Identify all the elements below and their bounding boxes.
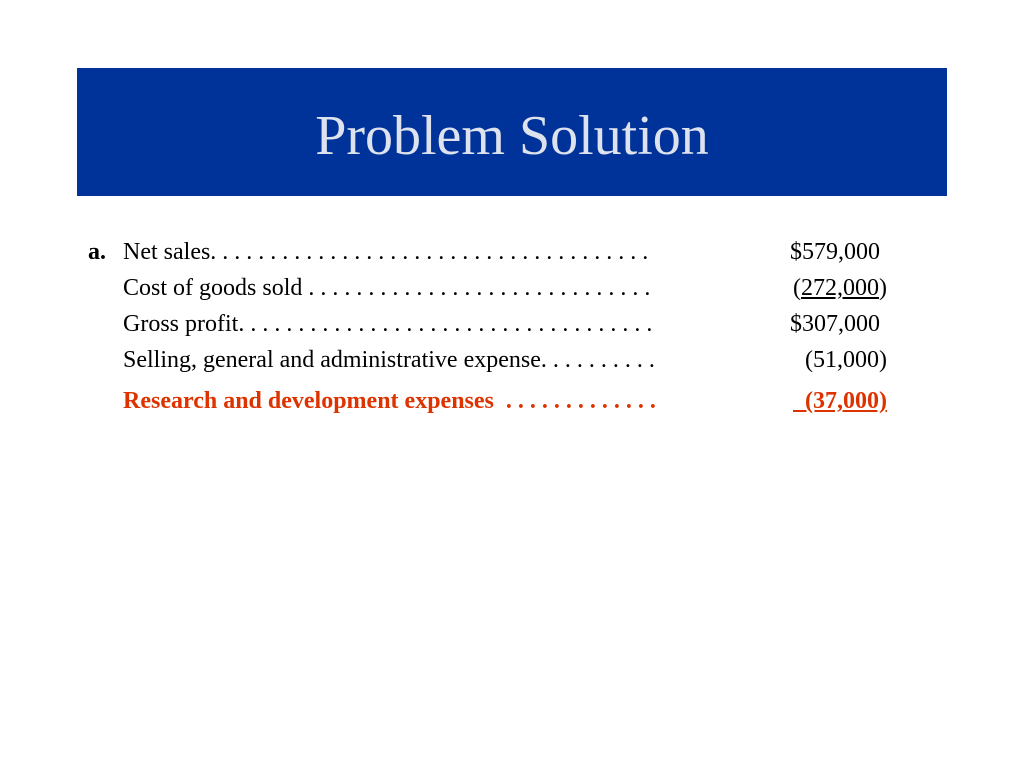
value-open-paren: ( [793,275,801,301]
line-item-label: Gross profit. . . . . . . . . . . . . . . . . . . . . . . . . . . . . . . . . . . [123,311,653,337]
line-item-label: Research and development expenses . . . . . . . . . . . . . [123,388,656,414]
value-amount: 272,000 [801,275,879,301]
item-label: a. [88,239,106,265]
line-item-sga-expense [0,342,1024,378]
line-item-gross-profit [0,306,1024,342]
line-item-label: Cost of goods sold . . . . . . . . . . . . . . . . . . . . . . . . . . . . . [123,275,651,301]
line-item-label: Selling, general and administrative expense. . . . . . . . . . [123,347,655,373]
line-item-value: (37,000) [793,388,887,414]
line-item-value: (51,000) [805,347,887,373]
slide-title: Problem Solution [315,105,709,167]
line-item-net-sales [0,234,1024,270]
line-item-label: Net sales. . . . . . . . . . . . . . . . . . . . . . . . . . . . . . . . . . . . . [123,239,649,265]
value-close-paren: ) [879,275,887,301]
line-item-value: $307,000 [790,311,880,337]
line-item-cost-of-goods-sold [0,270,1024,306]
line-item-value [793,270,887,306]
line-item-research-development [0,383,1024,419]
line-item-value: $579,000 [790,239,880,265]
